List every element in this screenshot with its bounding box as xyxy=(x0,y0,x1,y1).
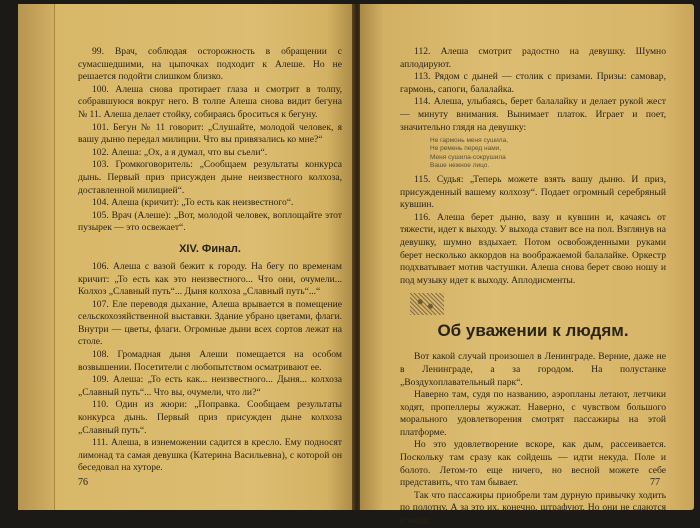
paragraph: 102. Алеша: „Ох, а я думал, что вы съели“. xyxy=(92,146,268,158)
paragraph: 100. Алеша снова протирает глаза и смотрит в толпу, собравшуюся вокруг него. В толпе Алеша снова видит бегуна № 11. Алеша делает стойку, собираясь броситься к бегуну. xyxy=(78,83,342,120)
article-body xyxy=(400,351,666,527)
paragraph: 110. Один из жюри: „Поправка. Сообщаем результаты конкурса дынь. Первый приз присужден дыне колхоза „Славный путь“. xyxy=(78,399,342,436)
page-number: 76 xyxy=(78,477,88,488)
paragraph: 115. Судья: „Теперь можете взять вашу дыню. И приз, присужденный вашему колхозу“. Подает огромный серебряный кувшин. xyxy=(400,173,666,211)
right-paragraphs-top xyxy=(400,46,666,134)
paragraph: Но это удовлетворение вскоре, как дым, рассеивается. Поскольку там сразу как сойдешь — идти некуда. Поле и болото. Летом-то еще ничего, но весной можете себе представить, что там бывает. xyxy=(400,439,666,489)
paragraph: 116. Алеша берет дыню, вазу и кувшин и, качаясь от тяжести, идет к выходу. У выхода ставит все на пол. Взглянув на девушку, шумно вздыхает. Потом освобожденными руками берет несколько аккордов на воображаемой балалайке. Оркестр подхватывает мотив частушки. Алеша снова берет свою ношу и под музыку идет к выходу. Аплодисменты. xyxy=(400,211,666,286)
left-page xyxy=(18,4,354,510)
verse-line: Меня сушила-сокрушила xyxy=(430,153,506,161)
article-title: Об уважении к людям. xyxy=(437,321,629,341)
ornament-icon xyxy=(410,293,444,315)
paragraph: 106. Алеша с вазой бежит к городу. На бегу по временам кричит: „То есть как это неизвестного... Что они, очумели... Колхоз „Славный путь“... Дыня колхоза „Славный путь“...“ xyxy=(78,260,342,298)
paragraph: 108. Громадная дыня Алеши помещается на особом возвышении. Посетители с любопытством осматривают ее. xyxy=(78,349,342,373)
paragraph: 105. Врач (Алеше): „Вот, молодой человек, воплощайте этот пузырек — это освежает“. xyxy=(78,209,342,234)
left-paragraphs-top xyxy=(78,46,342,235)
paragraph: 101. Бегун № 11 говорит: „Слушайте, молодой человек, я вашу дыню передал милиции. Что вы привязались ко мне?“ xyxy=(78,121,342,146)
paragraph: 103. Громкоговоритель: „Сообщаем результаты конкурса дынь. Первый приз присужден дыне неизвестного колхоза, доставленной милицией“. xyxy=(78,159,342,196)
paragraph: 107. Еле переводя дыхание, Алеша врывается в помещение сельскохозяйственной выставки. Здание убрано цветами, флаги. Внутри — цветы, флаги. Огромные дыни всех сортов лежат на столе. xyxy=(78,298,342,348)
paragraph: 111. Алеша, в изнеможении садится в кресло. Ему подносят лимонад та самая девушка (Катерина Васильевна), с которой он беседовал на хуторе. xyxy=(78,437,342,474)
open-book xyxy=(18,4,694,527)
song-verse xyxy=(430,137,666,170)
paragraph: Наверно там, судя по названию, аэропланы летают, летчики ходят, пропеллеры жужжат. Наверно, с чувством большого морального удовлетворения смотрят пассажиры на этой платформе. xyxy=(400,389,666,438)
paragraph: 112. Алеша смотрит радостно на девушку. Шумно аплодируют. xyxy=(400,46,666,70)
verse-line: Не ремень перед нами, xyxy=(430,145,502,153)
page-edge xyxy=(18,4,55,510)
verse-line: Ваше нежное лицо. xyxy=(430,161,490,169)
paragraph: 104. Алеша (кричит): „То есть как неизвестного“. xyxy=(92,197,294,209)
paragraph: 113. Рядом с дыней — столик с призами. Призы: самовар, гармонь, сапоги, балалайка. xyxy=(400,71,666,95)
verse-line: Не гармонь меня сушила, xyxy=(430,137,508,145)
right-page xyxy=(360,4,694,527)
left-paragraphs-bottom xyxy=(78,261,342,475)
paragraph: 99. Врач, соблюдая осторожность в обращении с сумасшедшими, на цыпочках подходит к Алеше. Но не решается подойти слишком близко. xyxy=(78,46,342,83)
right-paragraphs-mid xyxy=(400,174,666,287)
section-title: XIV. Финал. xyxy=(179,242,241,255)
paragraph: 114. Алеша, улыбаясь, берет балалайку и делает рукой жест — минуту внимания. Вынимает платок. Играет и поет, значительно глядя на девушку: xyxy=(400,96,666,133)
page-number: 77 xyxy=(650,477,660,488)
paragraph: 109. Алеша: „То есть как... неизвестного... Дыня... колхоза „Славный путь“... Что вы, очумели, что ли?“ xyxy=(78,374,342,398)
paragraph: Так что пассажиры приобрели там дурную привычку ходить по полотну. А за это их, конечно, штрафуют. Но они не сдаются и ходят. xyxy=(400,489,666,527)
paragraph: Вот какой случай произошел в Ленинграде. Верние, даже не в Ленинграде, а за городом. На полустанке „Воздухоплавательный парк“. xyxy=(400,351,666,388)
